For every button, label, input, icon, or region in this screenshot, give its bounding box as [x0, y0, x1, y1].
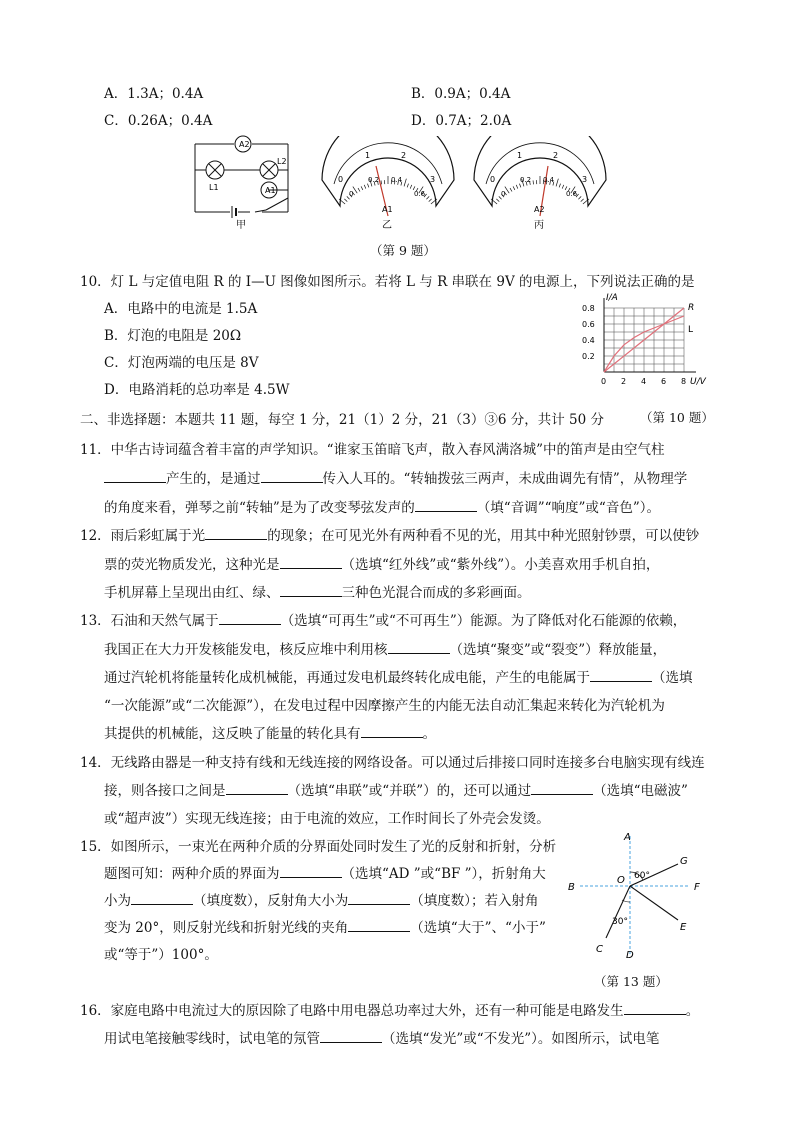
q13-blank-1[interactable] — [219, 612, 281, 625]
optics-a-label: A — [624, 832, 631, 843]
q11-line3: 的角度来看，弹琴之前“转轴”是为了改变琴弦发声的 （填“音调”“响度”或“音色”）。 — [104, 500, 660, 516]
q9-option-a: A．1.3A；0.4A — [104, 86, 204, 102]
q10-stem: 10．灯 L 与定值电阻 R 的 I—U 图像如图所示。若将 L 与 R 串联在 9V 的电源上，下列说法正确的是 — [80, 274, 695, 290]
meter-tick — [496, 199, 499, 202]
q9-option-d: D．0.7A；2.0A — [411, 113, 512, 129]
meter-tick — [516, 185, 518, 189]
q12-line3: 手机屏幕上呈现出由红、绿、 三种色光混合而成的多彩画面。 — [104, 585, 531, 601]
q15-blank-3[interactable] — [348, 892, 410, 905]
optics-f-label: F — [694, 882, 700, 893]
circuit-l2-label: L2 — [277, 157, 287, 166]
q12-blank-3[interactable] — [280, 584, 342, 597]
q15-caption: （第 13 题） — [594, 974, 668, 989]
meter-tick — [404, 179, 406, 187]
q11-line1: 11．中华古诗词蕴含着丰富的声学知识。“谁家玉笛暗飞声，散入春风满洛城”中的笛声是由空气柱 — [80, 442, 665, 458]
meter1-outer-3: 3 — [430, 175, 436, 184]
q14-line3: 或“超声波”）实现无线连接；由于电流的效应，工作时间长了外壳会发烫。 — [104, 811, 550, 827]
meter2-inner-0: 0 — [501, 190, 506, 198]
q9-option-c: C．0.26A；0.4A — [104, 113, 213, 129]
chart-series-label-L: L — [688, 325, 694, 335]
optics-e-label: E — [680, 922, 687, 933]
circuit-caption: 甲 — [236, 220, 246, 231]
q10-option-d: D．电路消耗的总功率是 4.5W — [104, 382, 290, 398]
q10-option-b: B．灯泡的电阻是 20Ω — [104, 328, 242, 344]
q15-blank-1[interactable] — [280, 865, 342, 878]
meter-tick — [559, 184, 560, 188]
q14-blank-2[interactable] — [531, 782, 593, 795]
meter-tick — [410, 185, 412, 189]
optics-c-label: C — [596, 944, 603, 955]
chart-x-tick-label: 4 — [641, 377, 647, 386]
meter1-inner-0: 0 — [349, 190, 354, 198]
chart-y-axis-label: I/A — [606, 293, 618, 303]
q15-blank-2[interactable] — [131, 892, 193, 905]
q13-blank-2[interactable] — [388, 641, 450, 654]
q11-line2: 产生的，是通过 传入人耳的。“转轴拨弦三两声，未成曲调先有情”，从物理学 — [104, 467, 687, 487]
meter-tick — [429, 199, 432, 202]
q13-line1: 13．石油和天然气属于 （选填“可再生”或“不可再生”）能源。为了降低对化石能源的依赖， — [80, 613, 687, 629]
q15-line2: 题图可知：两种介质的界面为 （选填“AD ”或“BF ”），折射角大 — [104, 866, 546, 882]
meter-tick — [510, 188, 512, 191]
q15-blank-4[interactable] — [348, 919, 410, 932]
optics-angle-60: 60° — [634, 871, 650, 881]
meter2-outer-3: 3 — [582, 175, 588, 184]
meter2-name: A2 — [534, 205, 545, 214]
chart-x-tick-label: 8 — [681, 377, 687, 386]
meter1-outer-1: 1 — [365, 151, 371, 160]
q13-blank-3[interactable] — [590, 669, 652, 682]
meter2-outer-1: 1 — [517, 151, 523, 160]
q15-optics-diagram — [560, 828, 720, 968]
meter-tick — [578, 196, 581, 199]
q13-line2: 我国正在大力开发核能发电，核反应堆中利用核 （选填“聚变”或“裂变”）释放能量， — [104, 642, 667, 658]
meter-tick — [367, 184, 368, 188]
chart-y-tick-label: 0.6 — [582, 320, 595, 329]
q15-line3: 小为 （填度数），反射角大小为 （填度数）；若入射角 — [104, 893, 539, 909]
q12-blank-1[interactable] — [205, 527, 267, 540]
q16-blank-2[interactable] — [320, 1030, 382, 1043]
q9-option-b: B．0.9A；0.4A — [411, 86, 511, 102]
chart-x-tick-label: 0 — [601, 377, 607, 386]
q12-line2: 票的荧光物质发光，这种光是 （选填“红外线”或“紫外线”）。小美喜欢用手机自拍， — [104, 557, 660, 573]
meter1-inner-1: 0.2 — [368, 176, 380, 184]
meter-tick — [562, 185, 564, 189]
q16-line2: 用试电笔接触零线时，试电笔的氖管 （选填“发光”或“不发光”）。如图所示，试电笔 — [104, 1031, 660, 1047]
optics-angle-30: 30° — [612, 917, 628, 927]
optics-o-label: O — [617, 875, 625, 886]
meter1-inner-3: 0.6 — [414, 190, 426, 198]
circuit-l1-label: L1 — [209, 183, 219, 192]
meter-tick — [364, 185, 366, 189]
meter1-name: A1 — [382, 205, 393, 214]
chart-y-tick-label: 0.8 — [582, 304, 595, 313]
q13-line5: 其提供的机械能，这反映了能量的转化具有 。 — [104, 726, 436, 742]
meter-tick — [407, 184, 408, 188]
meter2-outer-0: 0 — [490, 175, 496, 184]
chart-y-tick-label: 0.2 — [582, 352, 595, 361]
q13-blank-4[interactable] — [361, 725, 423, 738]
meter1-inner-2: 0.4 — [391, 176, 403, 184]
q16-line1: 16．家庭电路中电流过大的原因除了电路中用电器总功率过大外，还有一种可能是电路发生 。 — [80, 1003, 700, 1019]
chart-x-tick-label: 2 — [621, 377, 627, 386]
meter1-outer-0: 0 — [338, 175, 344, 184]
optics-d-label: D — [626, 950, 634, 961]
q14-blank-1[interactable] — [226, 782, 288, 795]
meter-tick — [556, 179, 558, 187]
meter1-label: 乙 — [382, 220, 392, 231]
q9-meter-a1 — [318, 136, 458, 236]
section2-title: 二、非选择题：本题共 11 题，每空 1 分，21（1）2 分，21（3）③6 分，共计 50 分 — [80, 412, 604, 428]
meter2-inner-2: 0.4 — [543, 176, 555, 184]
q10-iu-chart — [578, 290, 718, 410]
meter-tick — [358, 188, 360, 191]
meter-tick — [519, 184, 520, 188]
q15-line1: 15．如图所示，一束光在两种介质的分界面处同时发生了光的反射和折射，分析 — [80, 839, 557, 855]
q9-circuit-diagram — [190, 132, 300, 232]
meter2-inner-3: 0.6 — [566, 190, 578, 198]
q12-blank-2[interactable] — [280, 556, 342, 569]
meter-tick — [581, 199, 584, 202]
meter1-outer-2: 2 — [401, 151, 407, 160]
chart-x-tick-label: 6 — [661, 377, 667, 386]
q11-blank-3[interactable] — [415, 499, 477, 512]
optics-g-label: G — [680, 856, 688, 867]
q12-line1: 12．雨后彩虹属于光 的现象；在可见光外有两种看不见的光，用其中种光照射钞票，可以使钞 — [80, 528, 700, 544]
q11-blank-2[interactable] — [261, 470, 323, 483]
q9-caption: （第 9 题） — [370, 243, 436, 258]
meter2-label: 丙 — [534, 220, 544, 231]
chart-x-axis-label: U/V — [690, 377, 706, 387]
q15-line5: 或“等于”）100°。 — [104, 947, 218, 963]
meter-tick — [426, 196, 429, 199]
fig10-caption: （第 10 题） — [640, 410, 714, 425]
circuit-a2-label: A2 — [239, 140, 250, 149]
meter-tick — [513, 186, 515, 190]
q15-line4: 变为 20°，则反射光线和折射光线的夹角 （选填“大于”、“小于” — [104, 920, 546, 936]
q9-meter-a2 — [470, 136, 610, 236]
q13-line3: 通过汽轮机将能量转化成机械能，再通过发电机最终转化成电能，产生的电能属于 （选填 — [104, 670, 693, 686]
meter2-inner-1: 0.2 — [520, 176, 532, 184]
q13-line4: “一次能源”或“二次能源”），在发电过程中因摩擦产生的内能无法自动汇集起来转化为汽轮机为 — [104, 698, 665, 714]
optics-b-label: B — [568, 882, 575, 893]
q16-blank-1[interactable] — [624, 1002, 686, 1015]
q14-line1: 14．无线路由器是一种支持有线和无线连接的网络设备。可以通过后排接口同时连接多台电脑实现有线连 — [80, 755, 705, 771]
meter-tick — [353, 187, 357, 194]
q10-option-a: A．电路中的电流是 1.5A — [104, 301, 258, 317]
circuit-a1-label: A1 — [265, 186, 276, 195]
chart-series-label-R: R — [688, 303, 695, 313]
q11-blank-1[interactable] — [104, 470, 166, 483]
meter-tick — [505, 187, 509, 194]
meter-tick — [344, 199, 347, 202]
q14-line2: 接，则各接口之间是 （选填“串联”或“并联”）的，还可以通过 （选填“电磁波” — [104, 783, 688, 799]
chart-y-tick-label: 0.4 — [582, 336, 595, 345]
meter2-outer-2: 2 — [553, 151, 559, 160]
meter-tick — [361, 186, 363, 190]
q10-option-c: C．灯泡两端的电压是 8V — [104, 355, 259, 371]
